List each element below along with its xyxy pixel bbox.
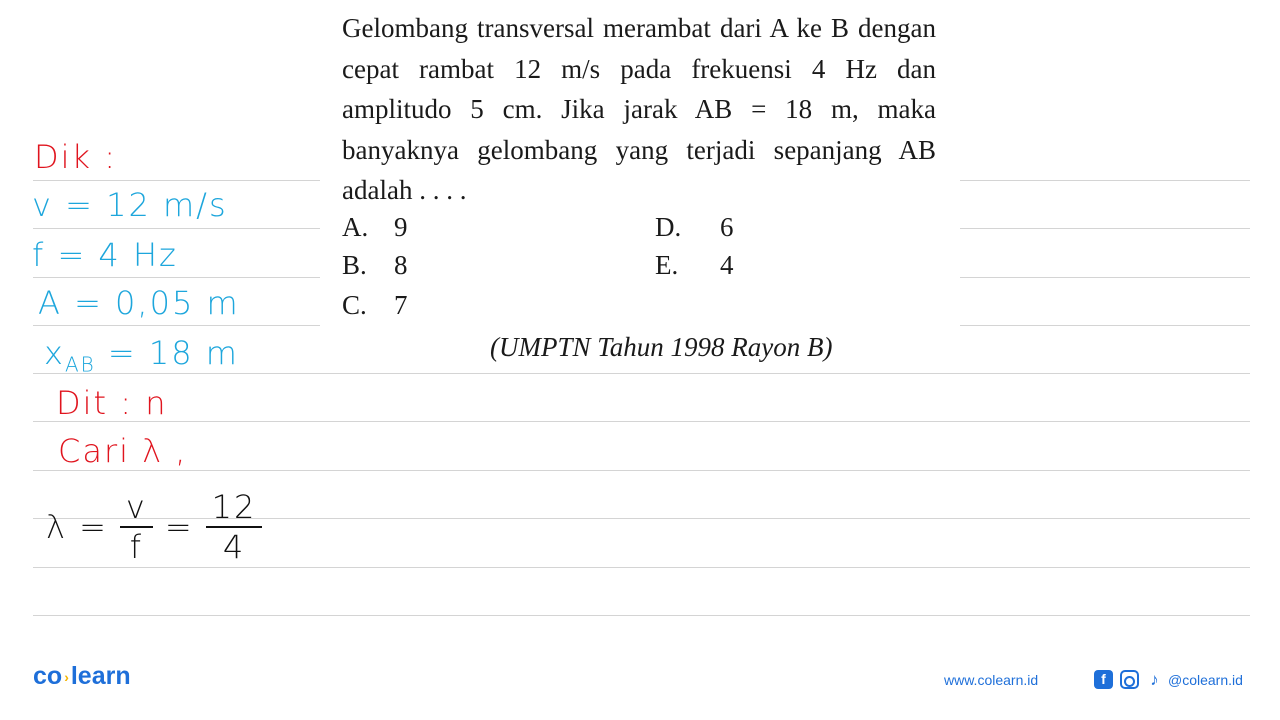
hw-amplitude: A = 0,05 m (38, 284, 240, 322)
option-letter: D. (655, 212, 682, 242)
rule-line (33, 325, 320, 326)
denominator: f (129, 528, 144, 566)
instagram-icon[interactable] (1120, 670, 1139, 689)
numerator: v (120, 488, 153, 528)
denominator: 4 (222, 528, 246, 566)
hw-lambda-formula (46, 488, 262, 566)
option-value: 4 (720, 250, 734, 280)
rule-line (33, 470, 1250, 471)
rule-line (33, 277, 320, 278)
option-a (342, 212, 408, 243)
option-letter: B. (342, 250, 367, 280)
hw-x-rest: = 18 m (95, 334, 239, 372)
hw-x: x (44, 334, 65, 372)
option-e (655, 250, 734, 281)
rule-line (960, 228, 1250, 229)
logo-part: learn (70, 662, 131, 690)
rule-line (33, 421, 1250, 422)
social-handle[interactable]: @colearn.id (1168, 672, 1243, 688)
tiktok-icon[interactable]: ♪ (1150, 670, 1159, 689)
facebook-icon[interactable]: f (1094, 670, 1113, 689)
option-letter: C. (342, 290, 367, 320)
option-letter: E. (655, 250, 679, 280)
question-text: Gelombang transversal merambat dari A ke B dengan cepat rambat 12 m/s pada frekuensi 4 Hz dan amplitudo 5 cm. Jika jarak AB = 18 m, maka banyaknya gelombang yang terjadi sepanjang AB adalah . . . . (342, 13, 936, 205)
rule-line (33, 567, 1250, 568)
rule-line (960, 277, 1250, 278)
hw-velocity: v = 12 m/s (32, 186, 228, 224)
hw-lambda-lhs: λ = (46, 508, 108, 546)
hw-distance (44, 334, 239, 376)
option-b (342, 250, 408, 281)
option-c (342, 290, 408, 321)
hw-fraction-v-f (120, 488, 153, 566)
question-source: (UMPTN Tahun 1998 Rayon B) (490, 332, 833, 362)
option-value: 7 (394, 290, 408, 320)
hw-fraction-12-4 (206, 488, 263, 566)
rule-line (33, 228, 320, 229)
option-value: 9 (394, 212, 408, 242)
option-value: 8 (394, 250, 408, 280)
logo-dot: › (64, 669, 69, 686)
rule-line (960, 325, 1250, 326)
hw-dik: Dik : (34, 138, 118, 176)
hw-equals: = (164, 508, 194, 546)
logo-part: co (33, 662, 63, 690)
hw-frequency: f = 4 Hz (32, 236, 178, 274)
option-letter: A. (342, 212, 369, 242)
rule-line (33, 180, 320, 181)
hw-x-sub: AB (64, 352, 96, 377)
rule-line (960, 180, 1250, 181)
colearn-logo (33, 662, 131, 691)
website-link[interactable]: www.colearn.id (944, 672, 1039, 688)
hw-cari: Cari λ , (58, 432, 188, 470)
option-value: 6 (720, 212, 734, 242)
hw-dit: Dit : n (56, 384, 168, 422)
numerator: 12 (206, 488, 263, 528)
rule-line (33, 615, 1250, 616)
option-d (655, 212, 734, 243)
